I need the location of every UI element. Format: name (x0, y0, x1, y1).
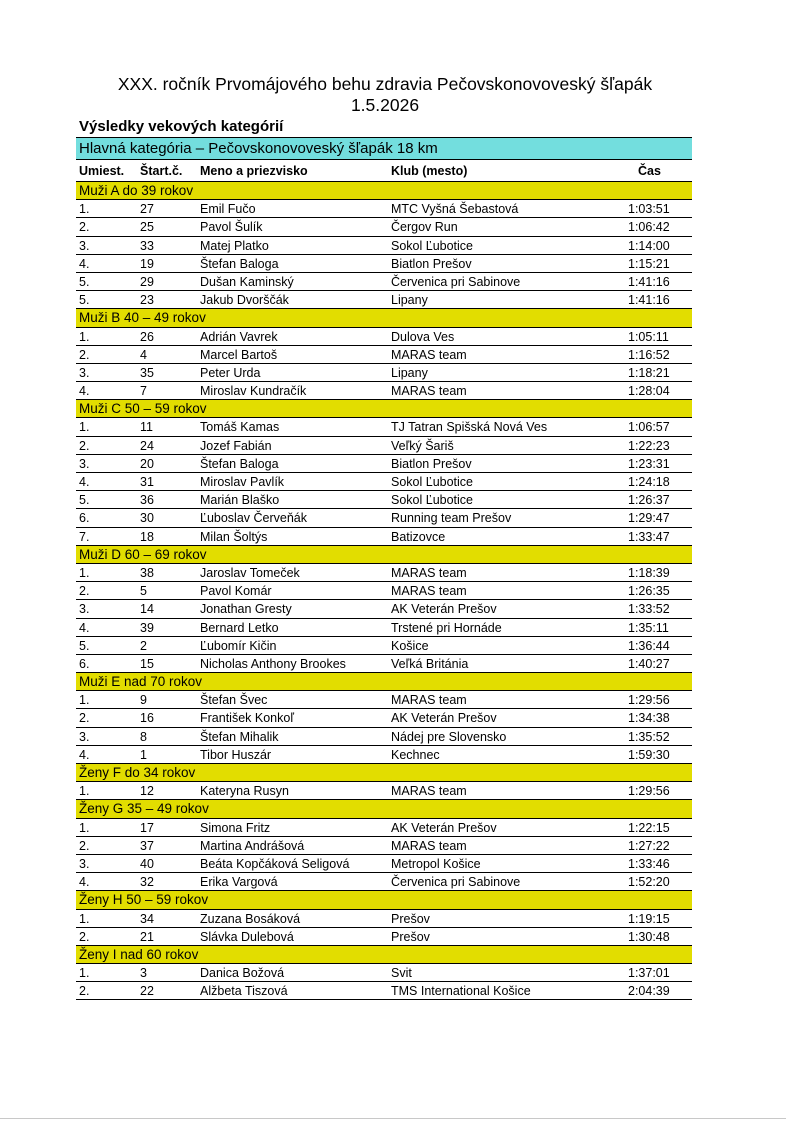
name-cell: Bernard Letko (200, 620, 279, 635)
club-cell: AK Veterán Prešov (391, 711, 497, 726)
name-cell: Nicholas Anthony Brookes (200, 656, 346, 671)
table-row (76, 964, 692, 982)
club-cell: Prešov (391, 911, 430, 926)
rank-cell: 4. (79, 384, 90, 399)
name-cell: Matej Platko (200, 238, 269, 253)
time-cell: 1:35:11 (628, 620, 669, 635)
table-row (76, 328, 692, 346)
club-cell: MARAS team (391, 838, 467, 853)
club-cell: Lipany (391, 293, 428, 308)
name-cell: Peter Urda (200, 365, 261, 380)
time-cell: 1:29:56 (628, 693, 670, 708)
table-row (76, 509, 692, 527)
time-cell: 1:29:56 (628, 784, 670, 799)
time-cell: 1:34:38 (628, 711, 670, 726)
time-cell: 1:37:01 (628, 966, 670, 981)
time-cell: 1:30:48 (628, 929, 670, 944)
club-cell: Dulova Ves (391, 329, 455, 344)
start-number-cell: 17 (140, 820, 154, 835)
rank-cell: 1. (79, 329, 90, 344)
category-label: Muži B 40 – 49 rokov (79, 310, 206, 326)
start-number-cell: 11 (140, 420, 153, 435)
table-row (76, 528, 692, 546)
name-cell: Jaroslav Tomeček (200, 565, 300, 580)
start-number-cell: 9 (140, 693, 147, 708)
table-row (76, 200, 692, 218)
club-cell: Metropol Košice (391, 856, 481, 871)
club-cell: TMS International Košice (391, 984, 531, 999)
start-number-cell: 21 (140, 929, 154, 944)
start-number-cell: 26 (140, 329, 154, 344)
club-cell: Biatlon Prešov (391, 256, 472, 271)
club-cell: Batizovce (391, 529, 446, 544)
table-row (76, 837, 692, 855)
time-cell: 1:27:22 (628, 838, 670, 853)
club-cell: Červenica pri Sabinove (391, 274, 521, 289)
time-cell: 1:18:21 (628, 365, 670, 380)
rank-cell: 2. (79, 438, 90, 453)
start-number-cell: 35 (140, 365, 154, 380)
section-title: Výsledky vekových kategórií (76, 117, 692, 138)
table-row (76, 637, 692, 655)
col-time-header: Čas (638, 164, 661, 178)
start-number-cell: 34 (140, 911, 154, 926)
name-cell: Alžbeta Tiszová (200, 984, 288, 999)
start-number-cell: 14 (140, 602, 154, 617)
start-number-cell: 31 (140, 475, 154, 489)
table-row (76, 619, 692, 637)
rank-cell: 6. (79, 511, 90, 526)
start-number-cell: 19 (140, 256, 154, 271)
rank-cell: 2. (79, 584, 90, 599)
time-cell: 1:22:15 (628, 820, 670, 835)
club-cell: Nádej pre Slovensko (391, 729, 507, 744)
rank-cell: 1. (79, 820, 90, 835)
category-header (76, 546, 692, 564)
time-cell: 1:52:20 (628, 875, 670, 890)
rank-cell: 4. (79, 620, 90, 635)
name-cell: Štefan Baloga (200, 456, 279, 471)
rank-cell: 7. (79, 529, 90, 544)
rank-cell: 1. (79, 693, 90, 708)
club-cell: TJ Tatran Spišská Nová Ves (391, 420, 548, 435)
club-cell: MARAS team (391, 784, 467, 799)
time-cell: 1:24:18 (628, 475, 670, 489)
rank-cell: 6. (79, 656, 90, 671)
start-number-cell: 16 (140, 711, 154, 726)
name-cell: Pavol Šulík (200, 220, 263, 235)
time-cell: 1:14:00 (628, 238, 670, 253)
time-cell: 1:06:42 (628, 220, 670, 235)
name-cell: Zuzana Bosáková (200, 911, 301, 926)
start-number-cell: 23 (140, 293, 154, 308)
club-cell: Svit (391, 966, 412, 981)
table-row (76, 819, 692, 837)
rank-cell: 4. (79, 256, 90, 271)
name-cell: Danica Božová (200, 966, 285, 981)
club-cell: Trstené pri Hornáde (391, 620, 502, 635)
category-header (76, 800, 692, 818)
time-cell: 1:29:47 (628, 511, 670, 526)
category-header (76, 182, 692, 200)
column-header-row (76, 160, 692, 182)
rank-cell: 3. (79, 602, 90, 617)
time-cell: 1:35:52 (628, 729, 670, 744)
rank-cell: 2. (79, 347, 90, 362)
time-cell: 1:23:31 (628, 456, 670, 471)
time-cell: 1:26:35 (628, 584, 670, 599)
start-number-cell: 36 (140, 493, 154, 508)
name-cell: Miroslav Kundračík (200, 384, 307, 399)
name-cell: Štefan Švec (200, 693, 268, 708)
start-number-cell: 7 (140, 384, 147, 399)
name-cell: Jozef Fabián (200, 438, 272, 453)
time-cell: 1:03:51 (628, 202, 670, 217)
club-cell: AK Veterán Prešov (391, 820, 497, 835)
table-row (76, 746, 692, 764)
category-label: Ženy F do 34 rokov (79, 765, 196, 780)
name-cell: Erika Vargová (200, 875, 278, 890)
rank-cell: 2. (79, 838, 90, 853)
name-cell: Marián Blaško (200, 493, 280, 508)
time-cell: 1:33:52 (628, 602, 670, 617)
rank-cell: 4. (79, 475, 90, 489)
time-cell: 1:26:37 (628, 493, 670, 508)
table-row (76, 655, 692, 673)
club-cell: MARAS team (391, 693, 467, 708)
time-cell: 2:04:39 (628, 984, 670, 999)
table-row (76, 382, 692, 400)
rank-cell: 1. (79, 911, 90, 926)
table-row (76, 982, 692, 1000)
category-header (76, 673, 692, 691)
club-cell: MTC Vyšná Šebastová (391, 202, 519, 217)
page-edge (0, 1118, 786, 1119)
start-number-cell: 38 (140, 565, 154, 580)
rank-cell: 1. (79, 565, 90, 580)
club-cell: Veľká Británia (391, 656, 469, 671)
table-row (76, 437, 692, 455)
club-cell: Lipany (391, 365, 428, 380)
rank-cell: 3. (79, 365, 90, 380)
start-number-cell: 25 (140, 220, 154, 235)
results-body (76, 182, 692, 1000)
rank-cell: 5. (79, 293, 90, 308)
table-row (76, 564, 692, 582)
title-date: 1.5.2026 (350, 95, 420, 115)
name-cell: František Konkoľ (200, 711, 294, 726)
club-cell: MARAS team (391, 384, 467, 399)
start-number-cell: 4 (140, 347, 147, 362)
time-cell: 1:18:39 (628, 565, 670, 580)
table-row (76, 418, 692, 436)
name-cell: Štefan Mihalik (200, 729, 279, 744)
name-cell: Štefan Baloga (200, 256, 279, 271)
category-header (76, 309, 692, 327)
name-cell: Jakub Dvorščák (200, 293, 289, 308)
category-label: Muži D 60 – 69 rokov (79, 546, 207, 562)
rank-cell: 1. (79, 966, 90, 981)
time-cell: 1:41:16 (628, 274, 670, 289)
category-label: Muži E nad 70 rokov (79, 674, 203, 690)
club-cell: Červenica pri Sabinove (391, 875, 521, 890)
name-cell: Adrián Vavrek (200, 329, 278, 344)
table-row (76, 691, 692, 709)
rank-cell: 3. (79, 456, 90, 471)
name-cell: Jonathan Gresty (200, 602, 292, 617)
time-cell: 1:22:23 (628, 438, 670, 453)
rank-cell: 1. (79, 784, 90, 799)
category-header (76, 946, 692, 964)
rank-cell: 3. (79, 238, 90, 253)
club-cell: MARAS team (391, 584, 467, 599)
start-number-cell: 32 (140, 875, 154, 890)
time-cell: 1:15:21 (628, 256, 670, 271)
club-cell: MARAS team (391, 347, 467, 362)
club-cell: Sokol Ľubotice (391, 493, 474, 508)
name-cell: Pavol Komár (200, 584, 272, 599)
rank-cell: 5. (79, 274, 90, 289)
club-cell: Running team Prešov (391, 511, 512, 526)
name-cell: Ľuboslav Červeňák (200, 511, 308, 526)
start-number-cell: 8 (140, 729, 147, 744)
name-cell: Martina Andrášová (200, 838, 305, 853)
table-row (76, 855, 692, 873)
club-cell: MARAS team (391, 565, 467, 580)
rank-cell: 4. (79, 747, 90, 762)
club-cell: AK Veterán Prešov (391, 602, 497, 617)
col-start-header: Štart.č. (140, 164, 183, 178)
time-cell: 1:41:16 (628, 293, 670, 308)
name-cell: Milan Šoltýs (200, 529, 268, 544)
rank-cell: 2. (79, 220, 90, 235)
category-label: Ženy G 35 – 49 rokov (79, 801, 209, 817)
start-number-cell: 24 (140, 438, 154, 453)
club-cell: Sokol Ľubotice (391, 475, 474, 489)
name-cell: Tomáš Kamas (200, 420, 280, 435)
rank-cell: 5. (79, 638, 90, 653)
rank-cell: 3. (79, 856, 90, 871)
table-row (76, 455, 692, 473)
name-cell: Marcel Bartoš (200, 347, 278, 362)
club-cell: Veľký Šariš (391, 438, 454, 453)
club-cell: Košice (391, 638, 429, 653)
start-number-cell: 30 (140, 511, 154, 526)
table-row (76, 473, 692, 491)
time-cell: 1:05:11 (628, 329, 669, 344)
time-cell: 1:59:30 (628, 747, 670, 762)
start-number-cell: 27 (140, 202, 154, 217)
table-row (76, 255, 692, 273)
start-number-cell: 3 (140, 966, 147, 981)
table-row (76, 237, 692, 255)
category-label: Muži C 50 – 59 rokov (79, 401, 207, 417)
name-cell: Dušan Kaminský (200, 274, 294, 289)
time-cell: 1:40:27 (628, 656, 670, 671)
category-label: Ženy H 50 – 59 rokov (79, 892, 209, 908)
name-cell: Kateryna Rusyn (200, 784, 289, 799)
rank-cell: 1. (79, 420, 90, 435)
start-number-cell: 2 (140, 638, 147, 653)
name-cell: Tibor Huszár (200, 747, 272, 762)
start-number-cell: 37 (140, 838, 154, 853)
col-club-header: Klub (mesto) (391, 164, 468, 178)
rank-cell: 3. (79, 729, 90, 744)
table-row (76, 873, 692, 891)
main-category-bar: Hlavná kategória – Pečovskonovoveský šľapák 18 km (76, 138, 692, 160)
time-cell: 1:16:52 (628, 347, 670, 362)
start-number-cell: 39 (140, 620, 154, 635)
table-row (76, 291, 692, 309)
table-row (76, 782, 692, 800)
table-row (76, 582, 692, 600)
name-cell: Beáta Kopčáková Seligová (200, 856, 350, 871)
table-row (76, 910, 692, 928)
rank-cell: 2. (79, 929, 90, 944)
table-row (76, 218, 692, 236)
start-number-cell: 18 (140, 529, 154, 544)
club-cell: Sokol Ľubotice (391, 238, 474, 253)
title-line-1: XXX. ročník Prvomájového behu zdravia Pečovskonovoveský šľapák (117, 74, 653, 94)
col-name-header: Meno a priezvisko (200, 164, 308, 178)
club-cell: Čergov Run (391, 220, 458, 235)
table-row (76, 728, 692, 746)
category-label: Ženy I nad 60 rokov (79, 946, 199, 962)
start-number-cell: 40 (140, 856, 154, 871)
rank-cell: 1. (79, 202, 90, 217)
name-cell: Slávka Dulebová (200, 929, 294, 944)
start-number-cell: 33 (140, 238, 154, 253)
table-row (76, 346, 692, 364)
time-cell: 1:28:04 (628, 384, 670, 399)
name-cell: Emil Fučo (200, 202, 256, 217)
table-row (76, 709, 692, 727)
col-rank-header: Umiest. (79, 164, 125, 178)
start-number-cell: 15 (140, 656, 154, 671)
results-table (76, 117, 692, 1000)
start-number-cell: 20 (140, 456, 154, 471)
table-row (76, 928, 692, 946)
rank-cell: 4. (79, 875, 90, 890)
table-row (76, 364, 692, 382)
start-number-cell: 29 (140, 274, 154, 289)
start-number-cell: 1 (140, 747, 147, 762)
start-number-cell: 5 (140, 584, 147, 599)
category-header (76, 400, 692, 418)
start-number-cell: 22 (140, 984, 154, 999)
name-cell: Miroslav Pavlík (200, 475, 285, 489)
category-label: Muži A do 39 rokov (79, 183, 194, 198)
club-cell: Biatlon Prešov (391, 456, 472, 471)
club-cell: Kechnec (391, 747, 440, 762)
time-cell: 1:33:46 (628, 856, 670, 871)
time-cell: 1:06:57 (628, 420, 670, 435)
time-cell: 1:33:47 (628, 529, 670, 544)
club-cell: Prešov (391, 929, 430, 944)
document-title (78, 74, 692, 116)
rank-cell: 2. (79, 711, 90, 726)
table-row (76, 600, 692, 618)
table-row (76, 491, 692, 509)
rank-cell: 5. (79, 493, 90, 508)
time-cell: 1:19:15 (628, 911, 670, 926)
name-cell: Ľubomír Kičin (200, 638, 277, 653)
table-row (76, 273, 692, 291)
start-number-cell: 12 (140, 784, 154, 799)
name-cell: Simona Fritz (200, 820, 271, 835)
rank-cell: 2. (79, 984, 90, 999)
time-cell: 1:36:44 (628, 638, 670, 653)
category-header (76, 891, 692, 909)
category-header (76, 764, 692, 782)
